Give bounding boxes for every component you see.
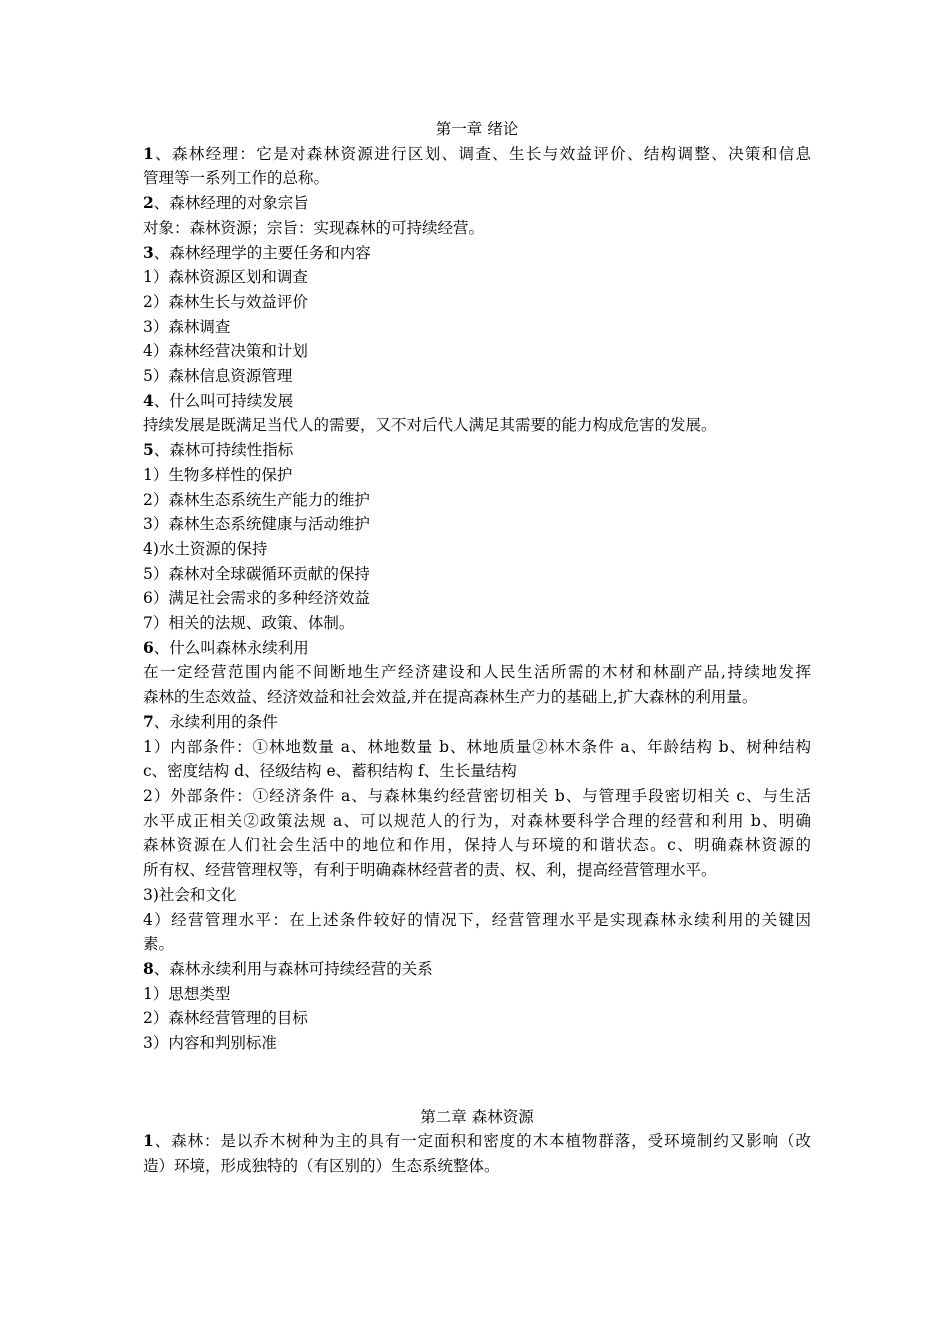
- section-number: 7: [143, 711, 154, 731]
- section-8-item-2: 2）森林经营管理的目标: [143, 1009, 308, 1028]
- section-8-heading: 8、森林永续利用与森林可持续经营的关系: [143, 958, 433, 978]
- section-7-line-10: 素。: [143, 935, 175, 954]
- section-number: 6: [143, 637, 154, 657]
- section-3-item-2: 2）森林生长与效益评价: [143, 292, 308, 311]
- section-5-item-1: 1）生物多样性的保护: [143, 465, 293, 484]
- section-6-line-2: 在一定经营范围内能不间断地生产经济建设和人民生活所需的木材和林副产品,持续地发挥: [143, 663, 811, 682]
- section-number: 2: [143, 193, 154, 213]
- section-number: 5: [143, 440, 154, 460]
- section-8-item-3: 3）内容和判别标准: [143, 1034, 277, 1053]
- section-number: 4: [143, 390, 154, 410]
- section-number: 1: [143, 1131, 154, 1151]
- section-3-heading: 3、森林经理学的主要任务和内容: [143, 242, 371, 262]
- chapter-2-section-1-line-2: 造）环境，形成独特的（有区别的）生态系统整体。: [143, 1157, 500, 1176]
- section-6-line-3: 森林的生态效益、经济效益和社会效益,并在提高森林生产力的基础上,扩大森林的利用量。: [143, 688, 758, 707]
- section-7-line-3: c、密度结构 d、径级结构 e、蓄积结构 f、生长量结构: [143, 762, 517, 781]
- section-1-line-2: 管理等一系列工作的总称。: [143, 169, 330, 188]
- section-7-line-6: 森林资源在人们社会生活中的地位和作用，保持人与环境的和谐状态。c、明确森林资源的: [143, 836, 811, 855]
- section-8-item-1: 1）思想类型: [143, 984, 231, 1003]
- section-7-line-9: 4）经营管理水平：在上述条件较好的情况下，经营管理水平是实现森林永续利用的关键因: [143, 910, 811, 929]
- section-5-item-5: 5）森林对全球碳循环贡献的保持: [143, 564, 370, 583]
- section-3-item-4: 4）森林经营决策和计划: [143, 342, 308, 361]
- section-2-heading: 2、森林经理的对象宗旨: [143, 193, 309, 213]
- section-5-heading: 5、森林可持续性指标: [143, 440, 294, 460]
- section-5-item-2: 2）森林生态系统生产能力的维护: [143, 490, 370, 509]
- section-4-line-2: 持续发展是既满足当代人的需要，又不对后代人满足其需要的能力构成危害的发展。: [143, 416, 717, 435]
- section-5-item-6: 6）满足社会需求的多种经济效益: [143, 589, 370, 608]
- section-1-line-1: 1、森林经理：它是对森林资源进行区划、调查、生长与效益评价、结构调整、决策和信息: [143, 143, 811, 163]
- section-7-line-4: 2）外部条件：①经济条件 a、与森林集约经营密切相关 b、与管理手段密切相关 c、与生活: [143, 786, 811, 805]
- chapter-2-title: 第二章 森林资源: [420, 1107, 534, 1126]
- document-content: [143, 117, 811, 1179]
- section-7-heading: 7、永续利用的条件: [143, 711, 278, 731]
- section-6-heading: 6、什么叫森林永续利用: [143, 637, 309, 657]
- section-number: 8: [143, 958, 154, 978]
- section-2-line-2: 对象：森林资源；宗旨：实现森林的可持续经营。: [143, 218, 485, 237]
- section-7-line-8: 3)社会和文化: [143, 885, 237, 904]
- section-5-item-3: 3）森林生态系统健康与活动维护: [143, 515, 370, 534]
- section-7-line-7: 所有权、经营管理权等，有利于明确森林经营者的责、权、利，提高经营管理水平。: [143, 861, 717, 880]
- section-3-item-3: 3）森林调查: [143, 317, 231, 336]
- section-7-line-2: 1）内部条件：①林地数量 a、林地数量 b、林地质量②林木条件 a、年龄结构 b、树种结构: [143, 737, 811, 756]
- chapter-2-section-1-line-1: 1、森林：是以乔木树种为主的具有一定面积和密度的木本植物群落，受环境制约又影响（改: [143, 1131, 811, 1151]
- section-number: 3: [143, 242, 154, 262]
- section-3-item-5: 5）森林信息资源管理: [143, 367, 293, 386]
- section-number: 1: [143, 143, 154, 163]
- section-5-item-7: 7）相关的法规、政策、体制。: [143, 614, 355, 633]
- section-5-item-4: 4)水土资源的保持: [143, 539, 268, 558]
- section-4-heading: 4、什么叫可持续发展: [143, 390, 294, 410]
- chapter-1-title: 第一章 绪论: [435, 120, 519, 138]
- section-7-line-5: 水平成正相关②政策法规 a、可以规范人的行为，对森林要科学合理的经营和利用 b、明确: [143, 811, 811, 830]
- section-3-item-1: 1）森林资源区划和调查: [143, 268, 308, 287]
